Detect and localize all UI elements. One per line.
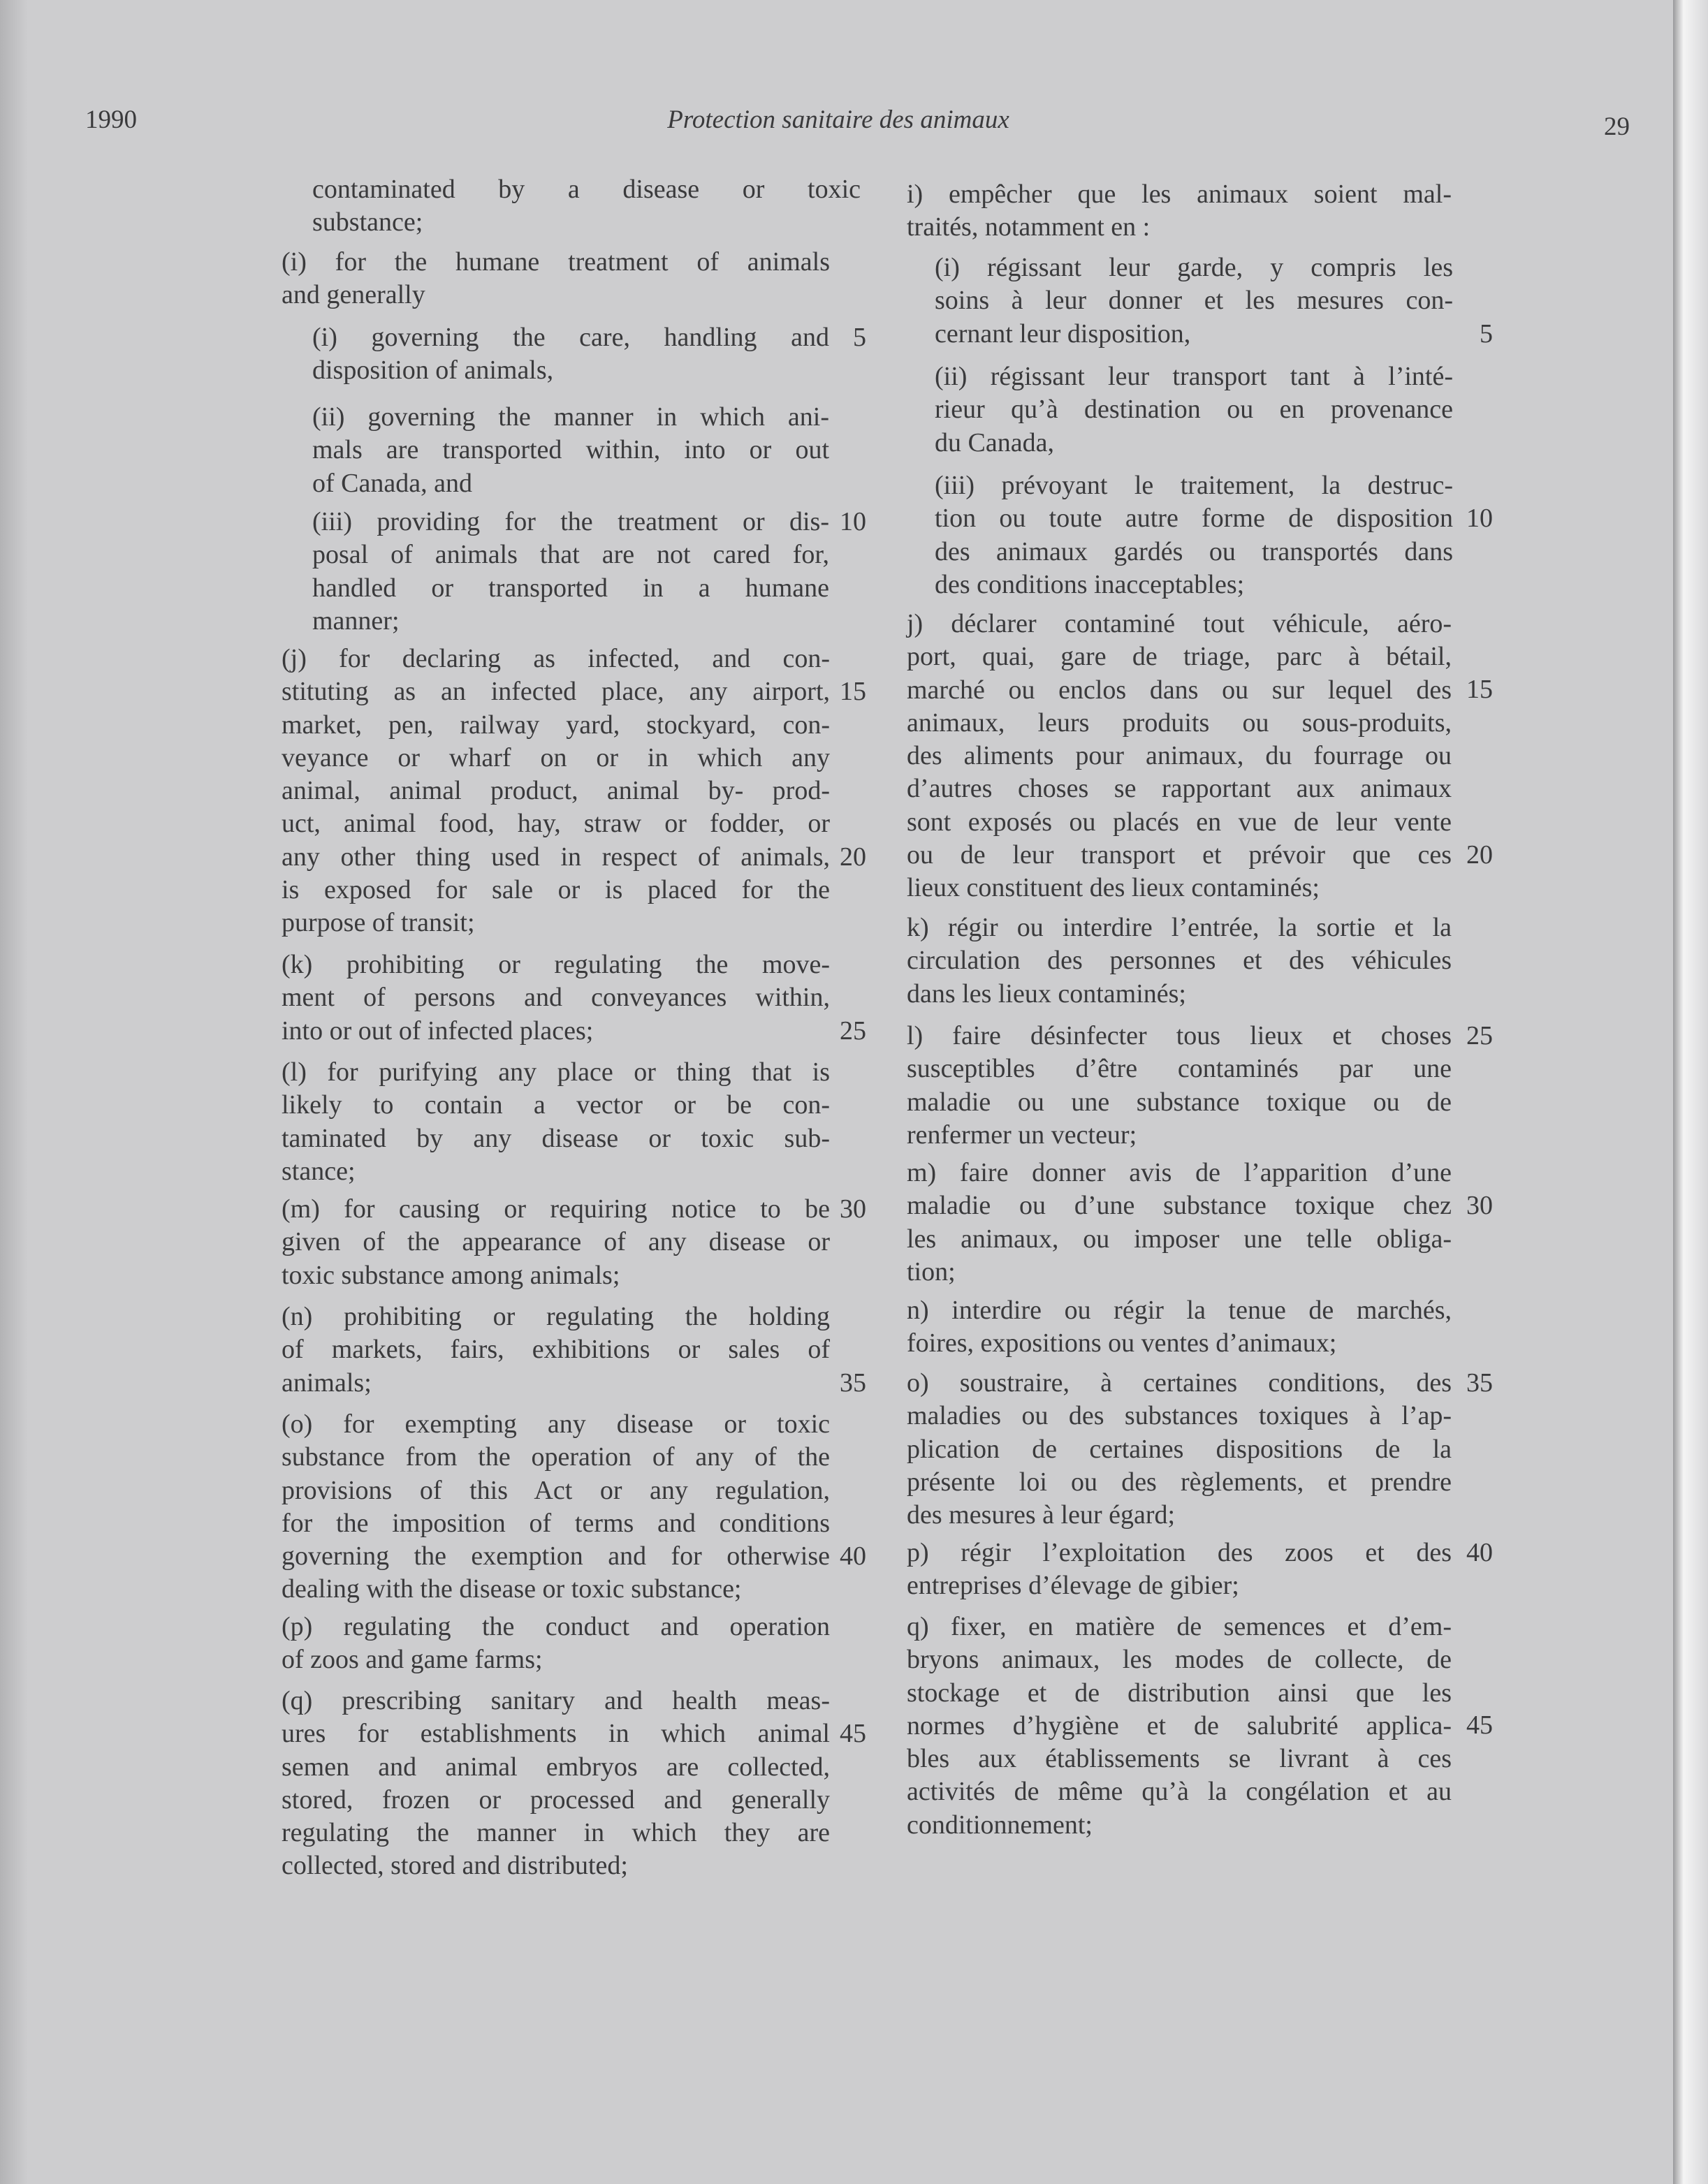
text-line: tion ou toute autre forme de disposition [935, 504, 1453, 534]
text-line: o) soustraire, à certaines conditions, des [907, 1368, 1452, 1398]
text-line: veyance or wharf on or in which any [282, 742, 830, 772]
header-year: 1990 [85, 105, 137, 134]
text-line: semen and animal embryos are collected, [282, 1752, 830, 1782]
fr-subparagraph-ii [935, 360, 1453, 460]
text-line: normes d’hygiène et de salubrité applica- [907, 1710, 1452, 1740]
line-number: 25 [840, 1016, 866, 1046]
line-number: 20 [840, 842, 866, 872]
en-paragraph-p [282, 1611, 830, 1677]
text-line: dealing with the disease or toxic substance; [282, 1574, 742, 1604]
line-number: 35 [1466, 1368, 1493, 1398]
text-line: (i) governing the care, handling and [312, 323, 829, 352]
text-line: (j) for declaring as infected, and con- [282, 644, 830, 673]
text-line: n) interdire ou régir la tenue de marchés, [907, 1296, 1452, 1325]
text-line: animaux, leurs produits ou sous-produits, [907, 708, 1452, 738]
line-number: 5 [853, 323, 866, 352]
text-line: entreprises d’élevage de gibier; [907, 1571, 1239, 1601]
text-line: tion; [907, 1256, 956, 1287]
text-line: for the imposition of terms and conditions [282, 1508, 830, 1538]
line-number: 40 [840, 1541, 866, 1571]
text-line: des conditions inacceptables; [935, 569, 1245, 599]
text-line: ou de leur transport et prévoir que ces [907, 840, 1452, 870]
fr-subparagraph-iii [935, 469, 1453, 601]
text-line: provisions of this Act or any regulation, [282, 1475, 830, 1505]
text-line: stituting as an infected place, any airport, [282, 677, 830, 707]
text-line: (i) for the humane treatment of animals [282, 247, 830, 277]
text-line: collected, stored and distributed; [282, 1851, 628, 1881]
fr-paragraph-i [907, 178, 1452, 244]
text-line: governing the exemption and for otherwise [282, 1541, 830, 1571]
text-line: uct, animal food, hay, straw or fodder, or [282, 809, 830, 839]
text-line: mals are transported within, into or out [312, 435, 829, 465]
line-number: 30 [840, 1194, 866, 1224]
text-line: regulating the manner in which they are [282, 1818, 830, 1848]
fr-paragraph-o [907, 1367, 1452, 1532]
text-line: les animaux, ou imposer une telle obliga- [907, 1224, 1452, 1254]
text-line: into or out of infected places; [282, 1016, 594, 1046]
line-number: 35 [840, 1368, 866, 1398]
line-number: 45 [840, 1719, 866, 1748]
en-paragraph-continuation [312, 173, 861, 240]
fr-paragraph-j [907, 608, 1452, 905]
text-line: foires, expositions ou ventes d’animaux; [907, 1328, 1337, 1358]
text-line: disposition of animals, [312, 356, 554, 386]
text-line: d’autres choses se rapportant aux animaux [907, 774, 1452, 804]
en-paragraph-k [282, 948, 830, 1048]
text-line: maladie ou une substance toxique ou de [907, 1087, 1452, 1117]
text-line: traités, notamment en : [907, 212, 1151, 242]
text-line: of Canada, and [312, 468, 472, 498]
text-line: is exposed for sale or is placed for the [282, 875, 830, 905]
line-number: 10 [840, 507, 866, 536]
text-line: soins à leur donner et les mesures con- [935, 286, 1453, 316]
text-line: p) régir l’exploitation des zoos et des [907, 1538, 1452, 1567]
text-line: manner; [312, 606, 400, 636]
en-paragraph-l [282, 1056, 830, 1188]
text-line: présente loi ou des règlements, et prendre [907, 1467, 1452, 1497]
text-line: lieux constituent des lieux contaminés; [907, 873, 1320, 903]
text-line: des animaux gardés ou transportés dans [935, 536, 1453, 566]
text-line: handled or transported in a humane [312, 573, 829, 603]
text-line: (m) for causing or requiring notice to be [282, 1194, 830, 1224]
line-number: 15 [1466, 675, 1493, 704]
text-line: cernant leur disposition, [935, 318, 1191, 349]
en-subparagraph-iii [312, 506, 829, 638]
text-line: given of the appearance of any disease or [282, 1227, 830, 1257]
text-line: taminated by any disease or toxic sub- [282, 1123, 830, 1153]
text-line: of zoos and game farms; [282, 1645, 543, 1675]
text-line: (iii) prévoyant le traitement, la destruc- [935, 471, 1453, 500]
text-line: maladies ou des substances toxiques à l’ap- [907, 1401, 1452, 1431]
text-line: contaminated by a disease or toxic [312, 175, 861, 204]
en-paragraph-n [282, 1300, 830, 1400]
en-paragraph-m [282, 1193, 830, 1292]
text-line: port, quai, gare de triage, parc à bétail, [907, 642, 1452, 672]
fr-paragraph-n [907, 1294, 1452, 1361]
text-line: m) faire donner avis de l’apparition d’une [907, 1158, 1452, 1187]
text-line: susceptibles d’être contaminés par une [907, 1054, 1452, 1084]
text-line: purpose of transit; [282, 908, 475, 938]
text-line: rieur qu’à destination ou en provenance [935, 395, 1453, 425]
page-number: 29 [1604, 112, 1630, 141]
text-line: maladie ou d’une substance toxique chez [907, 1191, 1452, 1221]
text-line: toxic substance among animals; [282, 1260, 620, 1290]
text-line: activités de même qu’à la congélation et au [907, 1777, 1452, 1807]
line-number: 45 [1466, 1710, 1493, 1740]
text-line: (k) prohibiting or regulating the move- [282, 950, 830, 979]
text-line: (n) prohibiting or regulating the holding [282, 1302, 830, 1331]
text-line: conditionnement; [907, 1810, 1093, 1840]
text-line: market, pen, railway yard, stockyard, con- [282, 710, 830, 740]
fr-paragraph-m [907, 1157, 1452, 1289]
text-line: (p) regulating the conduct and operation [282, 1612, 830, 1641]
text-line: i) empêcher que les animaux soient mal- [907, 179, 1452, 209]
text-line: animal, animal product, animal by- prod- [282, 776, 830, 806]
fr-paragraph-k [907, 911, 1452, 1011]
text-line: plication de certaines dispositions de la [907, 1434, 1452, 1464]
page-edge [1673, 0, 1708, 2184]
text-line: of markets, fairs, exhibitions or sales of [282, 1335, 830, 1365]
text-line: stockage et de distribution ainsi que les [907, 1678, 1452, 1708]
fr-paragraph-p [907, 1537, 1452, 1603]
text-line: j) déclarer contaminé tout véhicule, aéro- [907, 609, 1452, 638]
line-number: 30 [1466, 1191, 1493, 1220]
en-paragraph-o [282, 1408, 830, 1606]
text-line: marché ou enclos dans ou sur lequel des [907, 675, 1452, 705]
text-line: (o) for exempting any disease or toxic [282, 1409, 830, 1439]
text-line: substance from the operation of any of the [282, 1442, 830, 1472]
text-line: likely to contain a vector or be con- [282, 1090, 830, 1120]
text-line: (i) régissant leur garde, y compris les [935, 253, 1453, 282]
en-subparagraph-i [312, 321, 829, 388]
line-number: 40 [1466, 1538, 1493, 1567]
en-paragraph-j [282, 643, 830, 940]
header-title: Protection sanitaire des animaux [667, 105, 1009, 134]
text-line: (q) prescribing sanitary and health meas- [282, 1686, 830, 1715]
text-line: (ii) régissant leur transport tant à l’inté- [935, 362, 1453, 391]
text-line: posal of animals that are not cared for, [312, 540, 829, 570]
text-line: ures for establishments in which animal [282, 1719, 830, 1749]
text-line: (l) for purifying any place or thing that is [282, 1057, 830, 1087]
text-line: sont exposés ou placés en vue de leur vente [907, 807, 1452, 837]
text-line: ment of persons and conveyances within, [282, 983, 830, 1013]
text-line: bles aux établissements se livrant à ces [907, 1744, 1452, 1774]
text-line: k) régir ou interdire l’entrée, la sortie et la [907, 913, 1452, 942]
line-number: 10 [1466, 504, 1493, 533]
text-line: (iii) providing for the treatment or dis- [312, 507, 829, 536]
line-number: 15 [840, 677, 866, 706]
text-line: des aliments pour animaux, du fourrage ou [907, 741, 1452, 771]
line-number: 20 [1466, 840, 1493, 870]
text-line: substance; [312, 207, 423, 237]
en-subparagraph-ii [312, 401, 829, 500]
fr-paragraph-l [907, 1020, 1452, 1152]
text-line: any other thing used in respect of animals, [282, 842, 830, 872]
en-paragraph-i [282, 246, 830, 312]
text-line: dans les lieux contaminés; [907, 979, 1186, 1009]
text-line: (ii) governing the manner in which ani- [312, 402, 829, 432]
text-line: renfermer un vecteur; [907, 1120, 1137, 1150]
text-line: q) fixer, en matière de semences et d’em- [907, 1612, 1452, 1641]
en-paragraph-q [282, 1685, 830, 1883]
text-line: du Canada, [935, 427, 1054, 457]
line-number: 25 [1466, 1021, 1493, 1050]
text-line: animals; [282, 1368, 372, 1398]
text-line: des mesures à leur égard; [907, 1500, 1176, 1530]
text-line: l) faire désinfecter tous lieux et choses [907, 1021, 1452, 1050]
text-line: and generally [282, 280, 425, 310]
line-number: 5 [1480, 319, 1493, 349]
text-line: circulation des personnes et des véhicules [907, 946, 1452, 976]
text-line: bryons animaux, les modes de collecte, de [907, 1645, 1452, 1675]
fr-paragraph-q [907, 1611, 1452, 1842]
text-line: stored, frozen or processed and generally [282, 1784, 830, 1815]
fr-subparagraph-i [935, 251, 1453, 351]
page-left-shadow [0, 0, 28, 2184]
text-line: stance; [282, 1156, 356, 1186]
